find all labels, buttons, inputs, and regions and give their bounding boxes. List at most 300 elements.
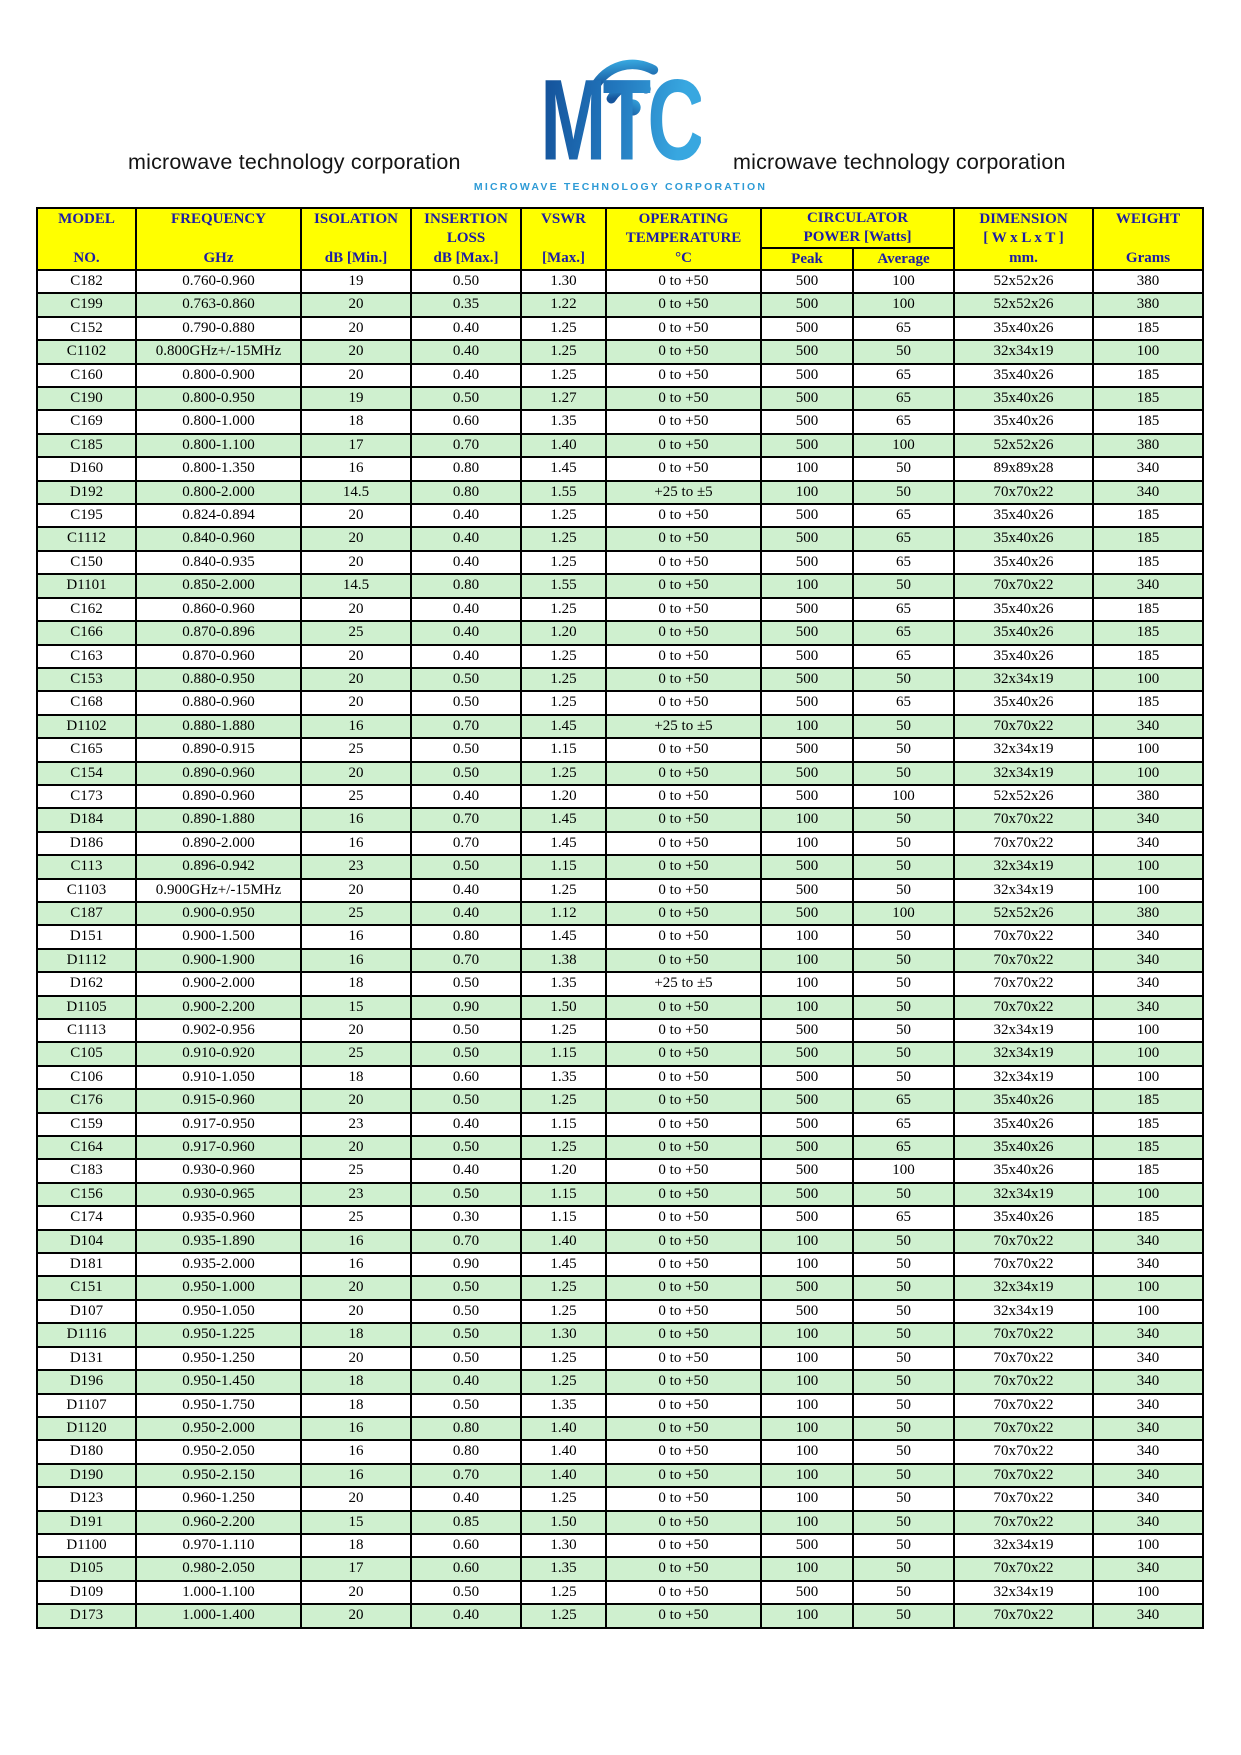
cell-average: 50 — [853, 1440, 954, 1463]
cell-frequency: 0.917-0.960 — [136, 1136, 301, 1159]
cell-isolation: 23 — [301, 855, 411, 878]
cell-dimension: 70x70x22 — [954, 1557, 1093, 1580]
cell-peak: 500 — [761, 1159, 853, 1182]
col-header-weight: WEIGHT Grams — [1093, 208, 1203, 270]
cell-frequency: 0.900-0.950 — [136, 902, 301, 925]
cell-model: D181 — [37, 1253, 136, 1276]
cell-isolation: 20 — [301, 551, 411, 574]
table-row — [37, 293, 1203, 316]
cell-operating_temperature: 0 to +50 — [606, 434, 761, 457]
table-row — [37, 902, 1203, 925]
cell-peak: 100 — [761, 972, 853, 995]
cell-operating_temperature: 0 to +50 — [606, 1323, 761, 1346]
cell-peak: 500 — [761, 785, 853, 808]
cell-average: 65 — [853, 317, 954, 340]
cell-frequency: 1.000-1.400 — [136, 1604, 301, 1627]
cell-model: D104 — [37, 1230, 136, 1253]
mtc-logo-text: MTC — [540, 56, 701, 185]
cell-dimension: 70x70x22 — [954, 1604, 1093, 1627]
cell-frequency: 0.935-2.000 — [136, 1253, 301, 1276]
cell-operating_temperature: 0 to +50 — [606, 1347, 761, 1370]
table-row — [37, 1394, 1203, 1417]
cell-operating_temperature: 0 to +50 — [606, 1487, 761, 1510]
cell-insertion_loss: 0.40 — [411, 621, 521, 644]
cell-peak: 100 — [761, 1370, 853, 1393]
cell-peak: 500 — [761, 410, 853, 433]
cell-vswr: 1.40 — [521, 434, 606, 457]
cell-average: 50 — [853, 738, 954, 761]
cell-frequency: 0.950-1.000 — [136, 1276, 301, 1299]
cell-isolation: 20 — [301, 1276, 411, 1299]
cell-model: C159 — [37, 1113, 136, 1136]
cell-frequency: 0.870-0.896 — [136, 621, 301, 644]
cell-average: 50 — [853, 457, 954, 480]
cell-frequency: 0.790-0.880 — [136, 317, 301, 340]
cell-insertion_loss: 0.40 — [411, 1604, 521, 1627]
cell-insertion_loss: 0.40 — [411, 364, 521, 387]
cell-insertion_loss: 0.60 — [411, 410, 521, 433]
cell-weight: 380 — [1093, 902, 1203, 925]
cell-average: 50 — [853, 668, 954, 691]
cell-weight: 340 — [1093, 481, 1203, 504]
cell-peak: 500 — [761, 1300, 853, 1323]
cell-dimension: 35x40x26 — [954, 527, 1093, 550]
cell-weight: 340 — [1093, 1370, 1203, 1393]
cell-vswr: 1.25 — [521, 1276, 606, 1299]
cell-model: C105 — [37, 1042, 136, 1065]
cell-peak: 100 — [761, 715, 853, 738]
table-row — [37, 1464, 1203, 1487]
cell-operating_temperature: 0 to +50 — [606, 317, 761, 340]
cell-average: 50 — [853, 1581, 954, 1604]
cell-peak: 500 — [761, 1206, 853, 1229]
cell-model: D151 — [37, 925, 136, 948]
cell-insertion_loss: 0.40 — [411, 879, 521, 902]
cell-insertion_loss: 0.40 — [411, 785, 521, 808]
cell-peak: 100 — [761, 574, 853, 597]
cell-dimension: 52x52x26 — [954, 785, 1093, 808]
cell-insertion_loss: 0.70 — [411, 715, 521, 738]
cell-isolation: 23 — [301, 1183, 411, 1206]
cell-dimension: 52x52x26 — [954, 902, 1093, 925]
cell-average: 65 — [853, 1113, 954, 1136]
cell-operating_temperature: 0 to +50 — [606, 879, 761, 902]
cell-average: 50 — [853, 1487, 954, 1510]
cell-isolation: 16 — [301, 1417, 411, 1440]
cell-weight: 340 — [1093, 1604, 1203, 1627]
cell-model: D186 — [37, 832, 136, 855]
cell-isolation: 20 — [301, 1581, 411, 1604]
table-row — [37, 1534, 1203, 1557]
table-row — [37, 1417, 1203, 1440]
cell-frequency: 0.880-1.880 — [136, 715, 301, 738]
cell-average: 50 — [853, 1066, 954, 1089]
cell-weight: 185 — [1093, 691, 1203, 714]
table-row — [37, 551, 1203, 574]
cell-vswr: 1.15 — [521, 1206, 606, 1229]
cell-peak: 100 — [761, 457, 853, 480]
cell-weight: 185 — [1093, 527, 1203, 550]
cell-dimension: 70x70x22 — [954, 972, 1093, 995]
cell-dimension: 35x40x26 — [954, 1089, 1093, 1112]
cell-insertion_loss: 0.85 — [411, 1511, 521, 1534]
cell-vswr: 1.35 — [521, 1557, 606, 1580]
cell-average: 100 — [853, 1159, 954, 1182]
cell-peak: 100 — [761, 1487, 853, 1510]
cell-insertion_loss: 0.50 — [411, 1323, 521, 1346]
cell-insertion_loss: 0.60 — [411, 1066, 521, 1089]
cell-peak: 500 — [761, 504, 853, 527]
cell-model: C154 — [37, 762, 136, 785]
cell-weight: 100 — [1093, 879, 1203, 902]
cell-operating_temperature: 0 to +50 — [606, 1534, 761, 1557]
cell-operating_temperature: 0 to +50 — [606, 925, 761, 948]
table-row — [37, 1581, 1203, 1604]
cell-model: C1102 — [37, 340, 136, 363]
cell-insertion_loss: 0.35 — [411, 293, 521, 316]
table-row — [37, 1066, 1203, 1089]
cell-isolation: 20 — [301, 1487, 411, 1510]
cell-insertion_loss: 0.50 — [411, 1276, 521, 1299]
cell-model: C176 — [37, 1089, 136, 1112]
cell-isolation: 16 — [301, 949, 411, 972]
cell-isolation: 16 — [301, 925, 411, 948]
cell-isolation: 20 — [301, 1089, 411, 1112]
cell-dimension: 52x52x26 — [954, 270, 1093, 293]
cell-insertion_loss: 0.70 — [411, 808, 521, 831]
cell-dimension: 70x70x22 — [954, 1417, 1093, 1440]
table-row — [37, 925, 1203, 948]
cell-vswr: 1.25 — [521, 1019, 606, 1042]
cell-frequency: 0.760-0.960 — [136, 270, 301, 293]
cell-operating_temperature: 0 to +50 — [606, 949, 761, 972]
cell-frequency: 0.915-0.960 — [136, 1089, 301, 1112]
table-row — [37, 1089, 1203, 1112]
cell-insertion_loss: 0.40 — [411, 340, 521, 363]
cell-dimension: 35x40x26 — [954, 645, 1093, 668]
cell-insertion_loss: 0.80 — [411, 457, 521, 480]
cell-model: C162 — [37, 598, 136, 621]
table-row — [37, 340, 1203, 363]
cell-isolation: 18 — [301, 1066, 411, 1089]
cell-average: 50 — [853, 972, 954, 995]
cell-peak: 500 — [761, 527, 853, 550]
cell-frequency: 0.935-0.960 — [136, 1206, 301, 1229]
cell-frequency: 0.900-2.000 — [136, 972, 301, 995]
cell-weight: 100 — [1093, 668, 1203, 691]
cell-frequency: 0.930-0.965 — [136, 1183, 301, 1206]
cell-model: C1112 — [37, 527, 136, 550]
cell-frequency: 0.950-1.050 — [136, 1300, 301, 1323]
cell-operating_temperature: 0 to +50 — [606, 1042, 761, 1065]
cell-average: 65 — [853, 621, 954, 644]
cell-vswr: 1.30 — [521, 1323, 606, 1346]
cell-peak: 100 — [761, 1440, 853, 1463]
cell-model: D131 — [37, 1347, 136, 1370]
cell-frequency: 0.950-2.150 — [136, 1464, 301, 1487]
cell-operating_temperature: 0 to +50 — [606, 1183, 761, 1206]
cell-peak: 500 — [761, 434, 853, 457]
cell-operating_temperature: 0 to +50 — [606, 1206, 761, 1229]
cell-peak: 500 — [761, 598, 853, 621]
cell-weight: 340 — [1093, 1323, 1203, 1346]
cell-operating_temperature: 0 to +50 — [606, 902, 761, 925]
cell-average: 50 — [853, 1042, 954, 1065]
cell-operating_temperature: 0 to +50 — [606, 1276, 761, 1299]
cell-vswr: 1.25 — [521, 317, 606, 340]
cell-vswr: 1.25 — [521, 762, 606, 785]
cell-peak: 500 — [761, 1534, 853, 1557]
cell-model: D1107 — [37, 1394, 136, 1417]
cell-weight: 185 — [1093, 645, 1203, 668]
cell-frequency: 0.800-1.100 — [136, 434, 301, 457]
cell-operating_temperature: 0 to +50 — [606, 1089, 761, 1112]
cell-frequency: 0.950-2.000 — [136, 1417, 301, 1440]
table-row — [37, 410, 1203, 433]
cell-isolation: 20 — [301, 1347, 411, 1370]
cell-vswr: 1.15 — [521, 1183, 606, 1206]
cell-average: 50 — [853, 1323, 954, 1346]
cell-peak: 500 — [761, 364, 853, 387]
cell-insertion_loss: 0.40 — [411, 551, 521, 574]
cell-isolation: 15 — [301, 1511, 411, 1534]
cell-model: C106 — [37, 1066, 136, 1089]
cell-weight: 185 — [1093, 387, 1203, 410]
cell-operating_temperature: 0 to +50 — [606, 738, 761, 761]
cell-model: D105 — [37, 1557, 136, 1580]
cell-model: D162 — [37, 972, 136, 995]
cell-insertion_loss: 0.70 — [411, 949, 521, 972]
table-row — [37, 270, 1203, 293]
cell-isolation: 19 — [301, 387, 411, 410]
table-row — [37, 972, 1203, 995]
cell-model: D173 — [37, 1604, 136, 1627]
cell-frequency: 0.910-0.920 — [136, 1042, 301, 1065]
cell-insertion_loss: 0.40 — [411, 1113, 521, 1136]
cell-vswr: 1.20 — [521, 621, 606, 644]
cell-insertion_loss: 0.80 — [411, 925, 521, 948]
cell-peak: 100 — [761, 1511, 853, 1534]
cell-model: D1112 — [37, 949, 136, 972]
cell-operating_temperature: 0 to +50 — [606, 1581, 761, 1604]
cell-dimension: 32x34x19 — [954, 1066, 1093, 1089]
cell-model: C1103 — [37, 879, 136, 902]
col-header-circulator_power: CIRCULATOR POWER [Watts] — [761, 208, 954, 248]
cell-weight: 185 — [1093, 621, 1203, 644]
cell-insertion_loss: 0.50 — [411, 1394, 521, 1417]
cell-insertion_loss: 0.50 — [411, 1300, 521, 1323]
cell-dimension: 32x34x19 — [954, 1300, 1093, 1323]
cell-average: 50 — [853, 1417, 954, 1440]
table-row — [37, 855, 1203, 878]
cell-average: 50 — [853, 808, 954, 831]
table-row — [37, 645, 1203, 668]
cell-frequency: 0.935-1.890 — [136, 1230, 301, 1253]
cell-model: D191 — [37, 1511, 136, 1534]
cell-frequency: 0.902-0.956 — [136, 1019, 301, 1042]
cell-operating_temperature: 0 to +50 — [606, 1417, 761, 1440]
cell-vswr: 1.15 — [521, 1113, 606, 1136]
table-row — [37, 691, 1203, 714]
cell-dimension: 70x70x22 — [954, 808, 1093, 831]
cell-model: C163 — [37, 645, 136, 668]
cell-weight: 185 — [1093, 364, 1203, 387]
cell-dimension: 35x40x26 — [954, 364, 1093, 387]
cell-model: D1100 — [37, 1534, 136, 1557]
cell-operating_temperature: 0 to +50 — [606, 808, 761, 831]
table-row — [37, 1323, 1203, 1346]
cell-vswr: 1.45 — [521, 715, 606, 738]
cell-isolation: 16 — [301, 715, 411, 738]
cell-average: 50 — [853, 996, 954, 1019]
cell-frequency: 0.840-0.935 — [136, 551, 301, 574]
cell-operating_temperature: 0 to +50 — [606, 1300, 761, 1323]
cell-average: 50 — [853, 949, 954, 972]
cell-insertion_loss: 0.50 — [411, 1089, 521, 1112]
cell-isolation: 16 — [301, 1253, 411, 1276]
cell-average: 50 — [853, 1019, 954, 1042]
cell-model: D1101 — [37, 574, 136, 597]
table-row — [37, 1557, 1203, 1580]
cell-dimension: 52x52x26 — [954, 434, 1093, 457]
col-header-vswr: VSWR [Max.] — [521, 208, 606, 270]
cell-vswr: 1.35 — [521, 410, 606, 433]
cell-isolation: 18 — [301, 1394, 411, 1417]
cell-frequency: 0.890-0.915 — [136, 738, 301, 761]
cell-isolation: 20 — [301, 1136, 411, 1159]
cell-weight: 340 — [1093, 925, 1203, 948]
table-row — [37, 1604, 1203, 1627]
cell-isolation: 20 — [301, 691, 411, 714]
cell-isolation: 23 — [301, 1113, 411, 1136]
cell-insertion_loss: 0.50 — [411, 691, 521, 714]
cell-dimension: 89x89x28 — [954, 457, 1093, 480]
cell-dimension: 70x70x22 — [954, 574, 1093, 597]
table-row — [37, 762, 1203, 785]
cell-model: D160 — [37, 457, 136, 480]
cell-frequency: 1.000-1.100 — [136, 1581, 301, 1604]
cell-operating_temperature: +25 to ±5 — [606, 972, 761, 995]
cell-frequency: 0.900-1.500 — [136, 925, 301, 948]
cell-frequency: 0.840-0.960 — [136, 527, 301, 550]
col-header-model: MODEL NO. — [37, 208, 136, 270]
cell-average: 50 — [853, 481, 954, 504]
cell-vswr: 1.20 — [521, 1159, 606, 1182]
table-row — [37, 996, 1203, 1019]
cell-frequency: 0.900-1.900 — [136, 949, 301, 972]
cell-average: 50 — [853, 1276, 954, 1299]
cell-weight: 100 — [1093, 1183, 1203, 1206]
cell-dimension: 70x70x22 — [954, 996, 1093, 1019]
wifi-signal-icon — [569, 32, 682, 130]
cell-peak: 100 — [761, 996, 853, 1019]
cell-vswr: 1.25 — [521, 1370, 606, 1393]
cell-vswr: 1.25 — [521, 1581, 606, 1604]
cell-frequency: 0.900GHz+/-15MHz — [136, 879, 301, 902]
cell-peak: 500 — [761, 1276, 853, 1299]
cell-insertion_loss: 0.80 — [411, 574, 521, 597]
cell-average: 50 — [853, 1394, 954, 1417]
cell-model: C168 — [37, 691, 136, 714]
cell-peak: 100 — [761, 1394, 853, 1417]
cell-isolation: 20 — [301, 1019, 411, 1042]
cell-vswr: 1.25 — [521, 1089, 606, 1112]
table-row — [37, 785, 1203, 808]
cell-weight: 185 — [1093, 1089, 1203, 1112]
table-row — [37, 738, 1203, 761]
cell-average: 50 — [853, 1300, 954, 1323]
cell-isolation: 20 — [301, 317, 411, 340]
cell-weight: 100 — [1093, 855, 1203, 878]
cell-isolation: 20 — [301, 293, 411, 316]
cell-vswr: 1.25 — [521, 1487, 606, 1510]
cell-weight: 100 — [1093, 1581, 1203, 1604]
cell-operating_temperature: 0 to +50 — [606, 410, 761, 433]
cell-frequency: 0.800-1.350 — [136, 457, 301, 480]
cell-vswr: 1.25 — [521, 1604, 606, 1627]
cell-dimension: 35x40x26 — [954, 317, 1093, 340]
cell-model: C173 — [37, 785, 136, 808]
cell-insertion_loss: 0.30 — [411, 1206, 521, 1229]
cell-vswr: 1.25 — [521, 364, 606, 387]
cell-frequency: 0.890-0.960 — [136, 762, 301, 785]
cell-average: 65 — [853, 1089, 954, 1112]
cell-model: D107 — [37, 1300, 136, 1323]
cell-vswr: 1.15 — [521, 855, 606, 878]
cell-operating_temperature: 0 to +50 — [606, 574, 761, 597]
cell-dimension: 35x40x26 — [954, 1113, 1093, 1136]
cell-model: C174 — [37, 1206, 136, 1229]
cell-peak: 100 — [761, 949, 853, 972]
cell-frequency: 0.890-2.000 — [136, 832, 301, 855]
cell-model: D1116 — [37, 1323, 136, 1346]
cell-frequency: 0.950-2.050 — [136, 1440, 301, 1463]
cell-isolation: 16 — [301, 808, 411, 831]
cell-weight: 340 — [1093, 574, 1203, 597]
cell-dimension: 70x70x22 — [954, 1323, 1093, 1346]
cell-operating_temperature: 0 to +50 — [606, 645, 761, 668]
cell-dimension: 35x40x26 — [954, 598, 1093, 621]
cell-dimension: 35x40x26 — [954, 621, 1093, 644]
cell-average: 50 — [853, 1511, 954, 1534]
table-row — [37, 879, 1203, 902]
cell-weight: 100 — [1093, 1300, 1203, 1323]
cell-dimension: 32x34x19 — [954, 340, 1093, 363]
cell-vswr: 1.40 — [521, 1417, 606, 1440]
cell-peak: 500 — [761, 1019, 853, 1042]
cell-frequency: 0.950-1.225 — [136, 1323, 301, 1346]
cell-vswr: 1.45 — [521, 457, 606, 480]
cell-average: 65 — [853, 387, 954, 410]
cell-operating_temperature: 0 to +50 — [606, 1370, 761, 1393]
table-row — [37, 504, 1203, 527]
cell-vswr: 1.35 — [521, 1066, 606, 1089]
cell-peak: 500 — [761, 902, 853, 925]
cell-model: D1120 — [37, 1417, 136, 1440]
cell-insertion_loss: 0.50 — [411, 1183, 521, 1206]
cell-peak: 500 — [761, 293, 853, 316]
cell-vswr: 1.55 — [521, 574, 606, 597]
cell-insertion_loss: 0.50 — [411, 1347, 521, 1370]
cell-average: 50 — [853, 340, 954, 363]
cell-average: 50 — [853, 1557, 954, 1580]
cell-frequency: 0.880-0.960 — [136, 691, 301, 714]
cell-isolation: 20 — [301, 598, 411, 621]
cell-vswr: 1.15 — [521, 738, 606, 761]
cell-peak: 100 — [761, 481, 853, 504]
cell-dimension: 70x70x22 — [954, 1230, 1093, 1253]
cell-isolation: 20 — [301, 504, 411, 527]
